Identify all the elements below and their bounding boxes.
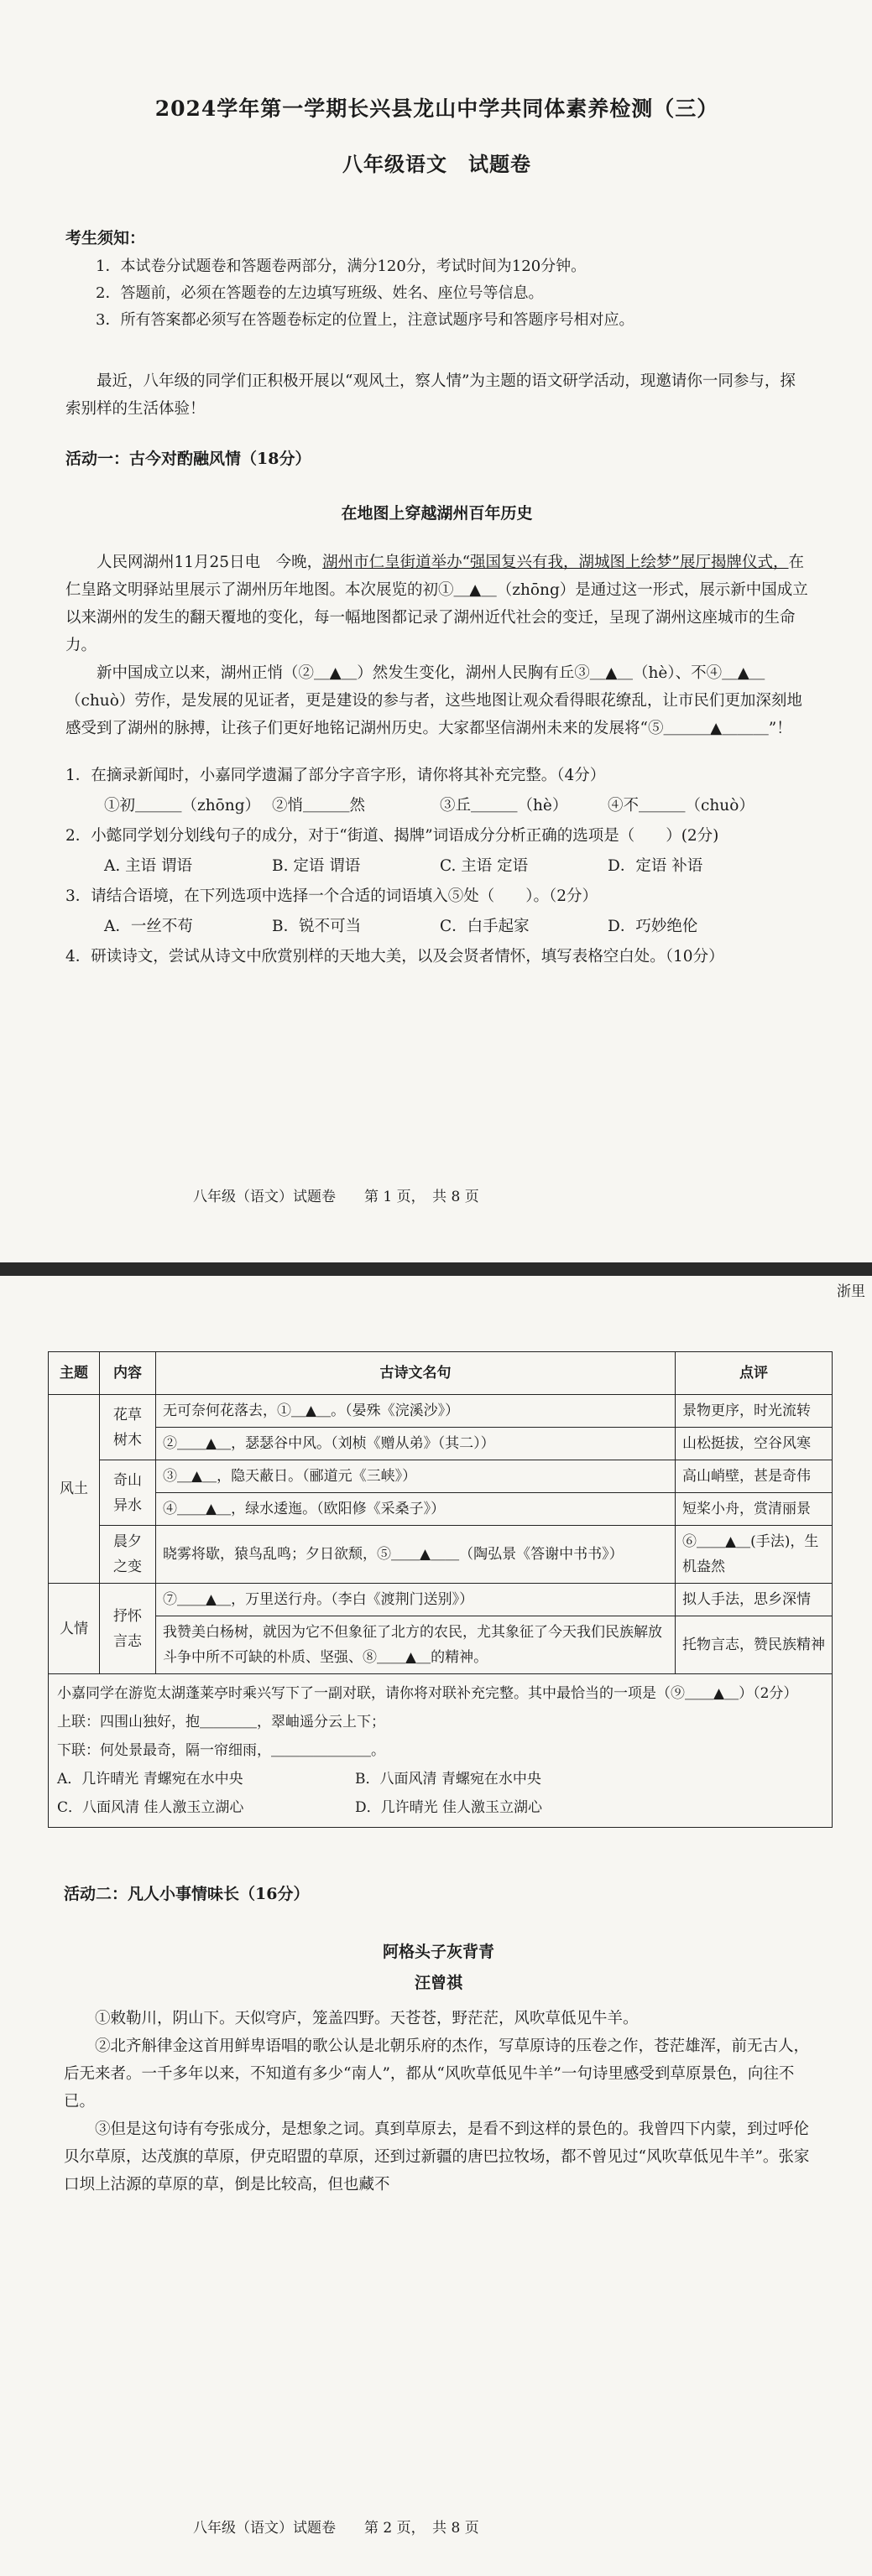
page-1-footer: 八年级（语文）试题卷 第 1 页， 共 8 页 [193,1189,479,1205]
comment-cell: 托物言志，赞民族精神 [676,1616,833,1674]
verse-cell: ③＿▲＿，隐天蔽日。（郦道元《三峡》） [156,1460,676,1493]
table-row [49,1493,833,1526]
table-header: 内容 [100,1352,156,1395]
question-4: 4．研读诗文，尝试从诗文中欣赏别样的天地大美，以及会贤者情怀，填写表格空白处。（10分） [65,948,724,965]
verse-cell: ④＿＿▲＿，绿水逶迤。（欧阳修《采桑子》） [156,1493,676,1526]
table-header: 点评 [676,1352,833,1395]
theme-cell: 风土 [49,1395,100,1584]
notice-item: 2．答题前，必须在答题卷的左边填写班级、姓名、座位号等信息。 [96,284,544,302]
underlined-sentence: 湖州市仁皇街道举办“强国复兴有我，湖城图上绘梦”展厅揭牌仪式， [322,554,789,571]
exam-page-2 [0,1276,872,2576]
article-paragraph: ③但是这句诗有夸张成分，是想象之词。真到草原去，是看不到这样的景色的。我曾四下内蒙，到过呼伦贝尔草原，达茂旗的草原，伊克昭盟的草原，还到过新疆的唐巴拉牧场，都不曾见过“风吹草低见牛羊”。张家口坝上沽源的草原的草，倒是比较高，但也藏不 [64,2121,810,2194]
q1-item: ③丘＿＿＿（hè） [440,797,568,814]
para1-rest: 在仁皇路文明驿站里展示了湖州历年地图。本次展览的初①＿▲＿（zhōng）是通过这一形式，展示新中国成立以来湖州的发生的翻天覆地的变化，每一幅地图都记录了湖州近代社会的变迁，呈现了湖州这座城市的生命力。 [65,554,808,654]
content-cell: 奇山异水 [100,1460,156,1526]
q2-option: B. 定语 谓语 [272,857,361,875]
article-1-title: 在地图上穿越湖州百年历史 [341,504,533,523]
couplet-options-row [57,1793,823,1822]
verse-cell: ⑦＿＿▲＿，万里送行舟。（李白《渡荆门送别》） [156,1584,676,1616]
corner-watermark-text: 浙里 [837,1283,865,1300]
couplet-option: B．八面风清 青螺宛在水中央 [355,1771,541,1788]
table-header: 主题 [49,1352,100,1395]
article-2-title: 阿格头子灰背青 [382,1943,494,1961]
activity-2-heading: 活动二：凡人小事情味长（16分） [64,1885,310,1903]
poetry-table [48,1351,833,1828]
intro-paragraph: 最近，八年级的同学们正积极开展以“观风土，察人情”为主题的语文研学活动，现邀请你一同参与，探索别样的生活体验！ [65,372,796,418]
couplet-option: A．几许晴光 青螺宛在水中央 [57,1771,243,1788]
couplet-question-cell [49,1674,833,1828]
question-3-options [65,912,808,942]
q3-option: B．锐不可当 [272,918,362,935]
question-2-options [65,851,808,882]
page-2-footer: 八年级（语文）试题卷 第 2 页， 共 8 页 [193,2520,479,2537]
article-2-author: 汪曾祺 [414,1974,462,1992]
content-cell: 花草树木 [100,1395,156,1460]
couplet-upper: 上联：四围山独好，抱＿＿＿＿，翠岫遥分云上下； [57,1714,385,1730]
table-row [49,1395,833,1428]
question-2: 2．小懿同学划分划线句子的成分，对于“街道、揭牌”词语成分分析正确的选项是（ ）(2分) [65,827,719,845]
verse-cell: 无可奈何花落去，①＿▲＿。（晏殊《浣溪沙》） [156,1395,676,1428]
table-row [49,1526,833,1584]
table-row [49,1616,833,1674]
couplet-option: C．八面风清 佳人激玉立湖心 [57,1799,244,1816]
comment-cell: 高山峭壁，甚是奇伟 [676,1460,833,1493]
exam-subtitle: 八年级语文 试题卷 [342,152,531,176]
question-1-items [65,791,808,821]
q2-option: A. 主语 谓语 [104,857,193,875]
table-row [49,1460,833,1493]
table-row [49,1428,833,1460]
news-paragraph-1 [65,549,808,659]
comment-cell: 拟人手法，思乡深情 [676,1584,833,1616]
verse-cell: ②＿＿▲＿，瑟瑟谷中风。（刘桢《赠从弟》（其二）） [156,1428,676,1460]
couplet-option: D．几许晴光 佳人激玉立湖心 [355,1799,543,1816]
question-3: 3．请结合语境，在下列选项中选择一个合适的词语填入⑤处（ ）。（2分） [65,887,598,905]
couplet-lower: 下联：何处景最奇，隔一帘细雨，＿＿＿＿＿＿＿。 [57,1742,385,1759]
question-1: 1．在摘录新闻时，小嘉同学遗漏了部分字音字形，请你将其补充完整。（4分） [65,767,606,784]
article-paragraph: ①敕勒川，阴山下。天似穹庐，笼盖四野。天苍苍，野茫茫，风吹草低见牛羊。 [95,2010,639,2027]
table-row [49,1584,833,1616]
activity-1-heading: 活动一：古今对酌融风情（18分） [65,450,311,468]
q3-option: A．一丝不苟 [104,918,193,935]
para1-start: 人民网湖州11月25日电 今晚， [97,554,323,571]
comment-cell: 山松挺拔，空谷风寒 [676,1428,833,1460]
q1-item: ②悄＿＿＿然 [272,797,366,814]
exam-page-1 [0,0,872,1262]
content-cell: 晨夕之变 [100,1526,156,1584]
notice-item: 1．本试卷分试题卷和答题卷两部分，满分120分，考试时间为120分钟。 [96,258,587,275]
q2-option: C. 主语 定语 [440,857,529,875]
q1-item: ④不＿＿＿（chuò） [608,797,755,814]
theme-cell: 人情 [49,1584,100,1674]
exam-title: 2024学年第一学期长兴县龙山中学共同体素养检测（三） [154,96,719,121]
q2-option: D．定语 补语 [608,857,703,875]
verse-cell: 我赞美白杨树，就因为它不但象征了北方的农民，尤其象征了今天我们民族解放斗争中所不可缺的朴质、坚强、⑧＿＿▲＿的精神。 [156,1616,676,1674]
q1-item: ①初＿＿＿（zhōng） [104,797,261,814]
notice-heading: 考生须知： [65,229,146,247]
article-paragraph: ②北齐斛律金这首用鲜卑语唱的歌公认是北朝乐府的杰作，写草原诗的压卷之作，苍茫雄浑，前无古人，后无来者。一千多年以来，不知道有多少“南人”，都从“风吹草低见牛羊”一句诗里感受到草原景色，向往不已。 [64,2037,810,2110]
comment-cell: 景物更序，时光流转 [676,1395,833,1428]
news-paragraph-2: 新中国成立以来，湖州正悄（②＿▲＿）然发生变化，湖州人民胸有丘③＿▲＿（hè）、不④＿▲＿（chuò）劳作，是发展的见证者，更是建设的参与者，这些地图让观众看得眼花缭乱，让市民们更加深刻地感受到了湖州的脉搏，让孩子们更好地铭记湖州历史。大家都坚信湖州未来的发展将“⑤＿＿＿▲＿＿＿”！ [65,664,802,737]
table-header: 古诗文名句 [156,1352,676,1395]
comment-cell: ⑥＿＿▲＿(手法)，生机盎然 [676,1526,833,1584]
couplet-options-row [57,1765,823,1793]
content-cell: 抒怀言志 [100,1584,156,1674]
couplet-intro: 小嘉同学在游览太湖蓬莱亭时乘兴写下了一副对联，请你将对联补充完整。其中最恰当的一项是（⑨＿＿▲＿）（2分） [57,1685,798,1702]
notice-list [65,253,808,334]
comment-cell: 短桨小舟，赏清丽景 [676,1493,833,1526]
table-row [49,1674,833,1828]
q3-option: D．巧妙绝伦 [608,918,698,935]
q3-option: C．白手起家 [440,918,530,935]
verse-cell: 晓雾将歇，猿鸟乱鸣；夕日欲颓，⑤＿＿▲＿＿（陶弘景《答谢中书书》） [156,1526,676,1584]
notice-item: 3．所有答案都必须写在答题卷标定的位置上，注意试题序号和答题序号相对应。 [96,311,634,329]
